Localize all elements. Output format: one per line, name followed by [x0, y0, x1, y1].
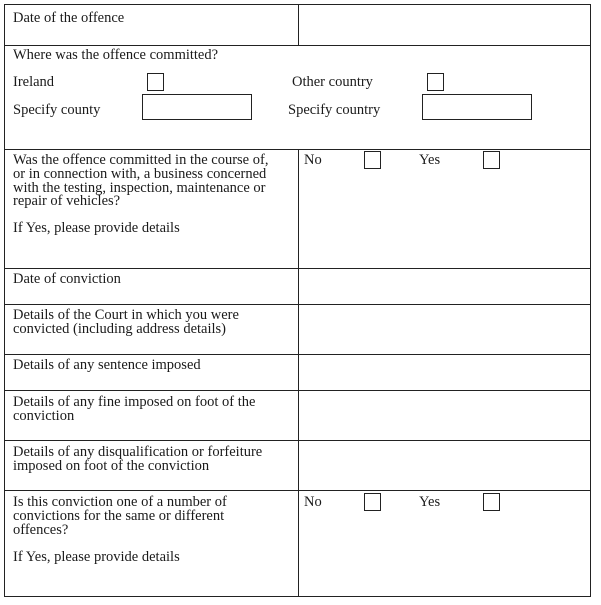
- disqualification-label-line1: Details of any disqualification or forfeiture: [13, 444, 263, 460]
- vehicle-business-no-checkbox[interactable]: [364, 151, 381, 169]
- vehicle-business-question-line1: Was the offence committed in the course of,: [13, 152, 269, 168]
- sentence-label: Details of any sentence imposed: [13, 357, 201, 373]
- specify-county-label: Specify county: [13, 102, 101, 118]
- column-divider: [298, 5, 299, 45]
- ireland-label: Ireland: [13, 74, 55, 90]
- fine-label-line1: Details of any fine imposed on foot of the: [13, 394, 256, 410]
- disqualification-field[interactable]: [301, 443, 589, 488]
- other-country-checkbox[interactable]: [427, 73, 444, 91]
- vehicle-business-question-line4: repair of vehicles?: [13, 193, 121, 209]
- multiple-convictions-details-label: If Yes, please provide details: [13, 549, 180, 565]
- multiple-convictions-no-label: No: [304, 494, 322, 510]
- offence-details-form: [4, 4, 591, 597]
- date-of-offence-label: Date of the offence: [13, 10, 125, 26]
- other-country-label: Other country: [292, 74, 373, 90]
- vehicle-business-yes-label: Yes: [419, 152, 441, 168]
- court-details-field[interactable]: [301, 307, 589, 352]
- specify-country-label: Specify country: [288, 102, 381, 118]
- court-details-label-line2: convicted (including address details): [13, 321, 227, 337]
- date-of-conviction-label: Date of conviction: [13, 271, 121, 287]
- multiple-convictions-no-checkbox[interactable]: [364, 493, 381, 511]
- fine-label-line2: conviction: [13, 408, 75, 424]
- date-of-conviction-field[interactable]: [301, 271, 589, 302]
- ireland-checkbox[interactable]: [147, 73, 164, 91]
- vehicle-business-yes-checkbox[interactable]: [483, 151, 500, 169]
- column-divider: [298, 149, 299, 597]
- vehicle-business-no-label: No: [304, 152, 322, 168]
- vehicle-business-question-line2: or in connection with, a business concerned: [13, 166, 267, 182]
- vehicle-business-details-label: If Yes, please provide details: [13, 220, 180, 236]
- court-details-label-line1: Details of the Court in which you were: [13, 307, 239, 323]
- specify-country-input[interactable]: [422, 94, 532, 120]
- vehicle-business-question-line3: with the testing, inspection, maintenance or: [13, 180, 266, 196]
- vehicle-business-details-field[interactable]: [301, 175, 589, 265]
- multiple-convictions-question-line3: offences?: [13, 522, 69, 538]
- row-divider: [5, 45, 590, 46]
- multiple-convictions-yes-checkbox[interactable]: [483, 493, 500, 511]
- multiple-convictions-details-field[interactable]: [301, 517, 589, 595]
- multiple-convictions-question-line1: Is this conviction one of a number of: [13, 494, 227, 510]
- location-question: Where was the offence committed?: [13, 47, 219, 63]
- sentence-field[interactable]: [301, 357, 589, 388]
- disqualification-label-line2: imposed on foot of the conviction: [13, 458, 210, 474]
- multiple-convictions-yes-label: Yes: [419, 494, 441, 510]
- multiple-convictions-question-line2: convictions for the same or different: [13, 508, 225, 524]
- specify-county-input[interactable]: [142, 94, 252, 120]
- date-of-offence-field[interactable]: [301, 7, 589, 43]
- fine-field[interactable]: [301, 393, 589, 438]
